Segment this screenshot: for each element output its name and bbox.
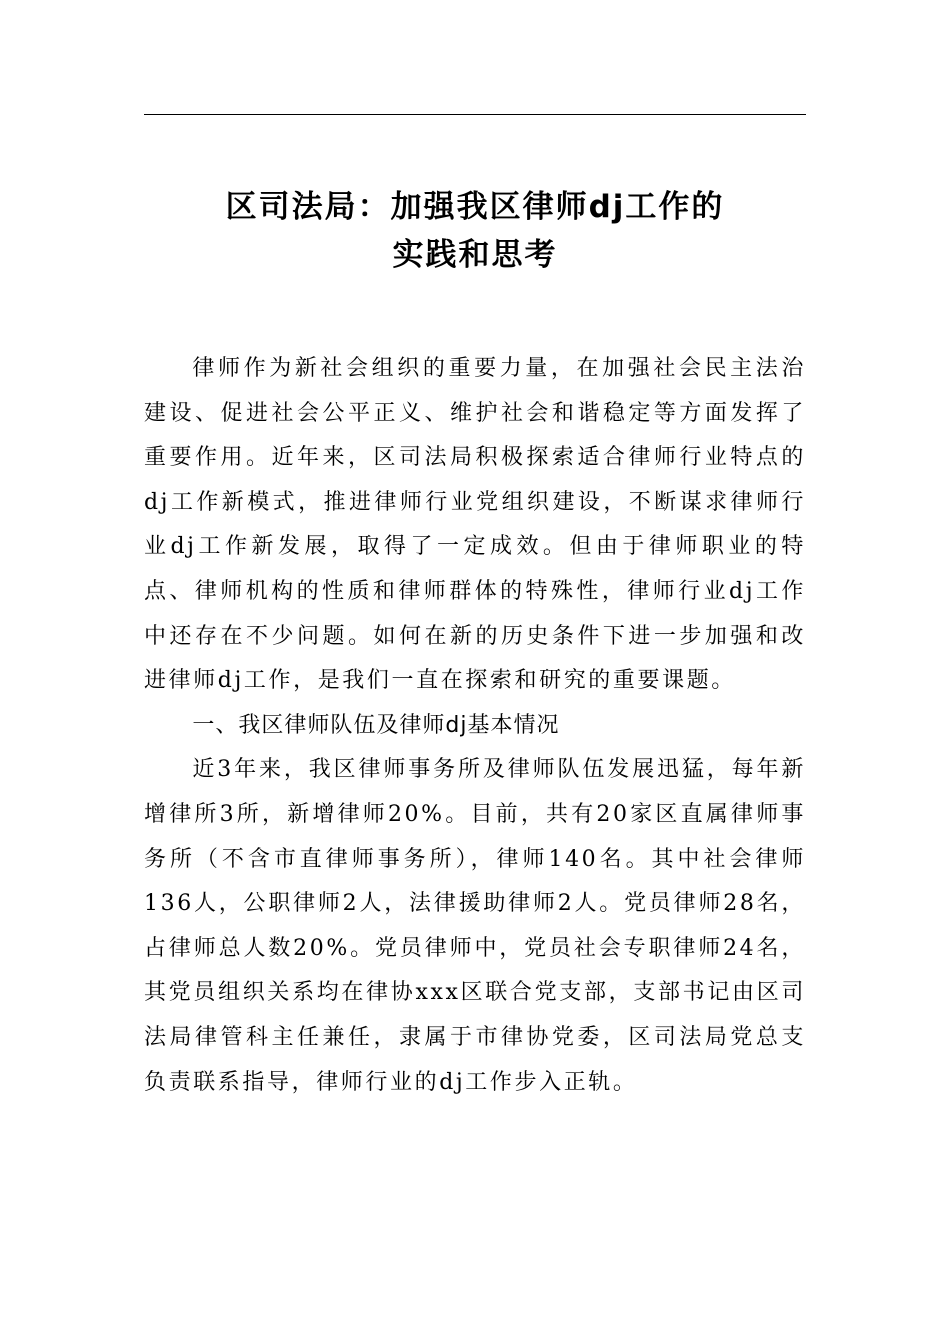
document-title xyxy=(144,183,806,279)
header-rule xyxy=(144,114,806,115)
intro-paragraph: 律师作为新社会组织的重要力量，在加强社会民主法治建设、促进社会公平正义、维护社会和谐稳定等方面发挥了重要作用。近年来，区司法局积极探索适合律师行业特点的dj工作新模式，推进律师行业党组织建设，不断谋求律师行业dj工作新发展，取得了一定成效。但由于律师职业的特点、律师机构的性质和律师群体的特殊性，律师行业dj工作中还存在不少问题。如何在新的历史条件下进一步加强和改进律师dj工作，是我们一直在探索和研究的重要课题。 xyxy=(144,356,806,694)
title-line-2: 实践和思考 xyxy=(392,236,558,273)
section-1-paragraph: 近3年来，我区律师事务所及律师队伍发展迅猛，每年新增律所3所，新增律师20%。目前，共有20家区直属律师事务所（不含市直律师事务所），律师140名。其中社会律师136人，公职律师2人，法律援助律师2人。党员律师28名，占律师总人数20%。党员律师中，党员社会专职律师24名，其党员组织关系均在律协xxx区联合党支部，支部书记由区司法局律管科主任兼任，隶属于市律协党委，区司法局党总支负责联系指导，律师行业的dj工作步入正轨。 xyxy=(144,757,806,1095)
section-heading-1: 一、我区律师队伍及律师dj基本情况 xyxy=(192,712,560,738)
title-line-1: 区司法局：加强我区律师dj工作的 xyxy=(225,188,725,225)
document-body xyxy=(144,347,806,1105)
